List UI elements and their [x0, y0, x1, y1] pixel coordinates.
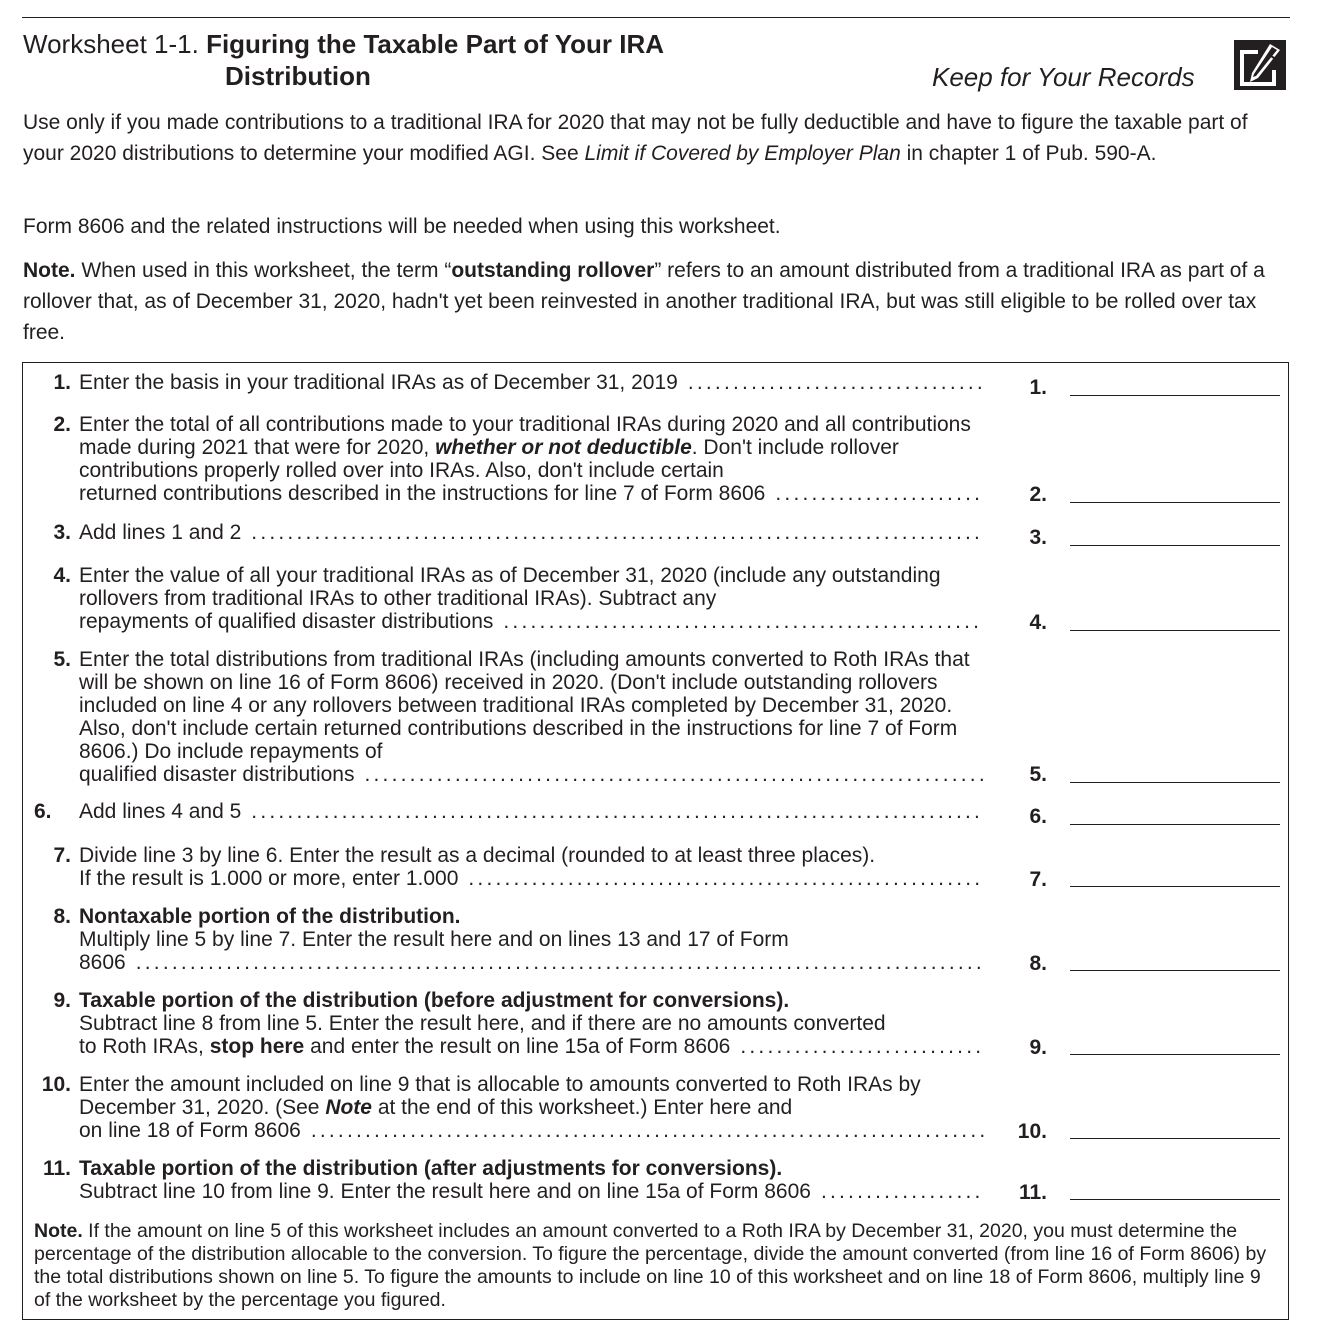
worksheet-label: Worksheet 1-1. [23, 29, 199, 59]
line-7-answer-field[interactable] [1070, 886, 1280, 887]
line-instruction: qualified disaster distributions [79, 763, 355, 786]
leader-dots [811, 1180, 984, 1203]
line-label: 8. [1029, 952, 1047, 975]
line-instruction: Subtract line 10 from line 9. Enter the result here and on line 15a of Form 8606 [79, 1180, 811, 1203]
leader-dots [301, 1119, 984, 1142]
line-instruction: Subtract line 8 from line 5. Enter the result here, and if there are no amounts converted [79, 1012, 886, 1035]
line-instruction: at the end of this worksheet.) Enter here and [371, 1096, 793, 1119]
leader-dots [241, 800, 984, 823]
line-text [79, 989, 984, 1058]
leader-dots [458, 867, 984, 890]
line-instruction: to Roth IRAs, [79, 1035, 210, 1058]
line-text [79, 413, 984, 505]
intro-text: Use only if you made contributions to a traditional IRA for 2020 that may not be fully deductible and have to figure the taxable part of your 2020 distributions to determine your modified AGI. See [23, 111, 1248, 165]
line-instruction: Enter the basis in your traditional IRAs as of December 31, 2019 [79, 371, 678, 394]
line-text [79, 844, 984, 890]
line-instruction: Divide line 3 by line 6. Enter the result as a decimal (rounded to at least three places). [79, 844, 876, 867]
line-number: 9. [53, 989, 71, 1012]
line-instruction: returned contributions described in the instructions for line 7 of Form 8606 [79, 482, 766, 505]
line-instruction: Multiply line 5 by line 7. Enter the result here and on lines 13 and 17 of Form [79, 928, 789, 951]
line-instruction: Enter the value of all your traditional IRAs as of December 31, 2020 (include any outstanding rollovers from traditional IRAs to other traditional IRAs). Subtract any [79, 564, 941, 610]
line-label: 5. [1029, 763, 1047, 786]
line-text [79, 648, 984, 786]
note-term: outstanding rollover [451, 259, 655, 282]
leader-dots [241, 521, 984, 544]
line-4-answer-field[interactable] [1070, 630, 1280, 631]
line-number: 2. [53, 413, 71, 436]
pen-on-paper-icon [1234, 40, 1286, 90]
line-heading: Nontaxable portion of the distribution. [79, 905, 461, 928]
line-instruction: Add lines 4 and 5 [79, 800, 242, 823]
line-number: 6. [34, 800, 52, 823]
line-instruction: Enter the total of all contributions made to your traditional IRAs during 2020 and all contributions made during 2021 that were for 2020, [79, 413, 971, 459]
line-label: 11. [1018, 1181, 1047, 1204]
line-instruction: Enter the amount included on line 9 that is allocable to amounts converted to Roth IRAs by December 31, 2020. (See [79, 1073, 921, 1119]
note-label: Note. [34, 1220, 83, 1242]
line-label: 7. [1029, 868, 1047, 891]
intro-note [23, 255, 1291, 348]
leader-dots [730, 1035, 984, 1058]
line-emphasis: Note [325, 1096, 372, 1119]
line-number: 8. [53, 905, 71, 928]
stop-here-emphasis: stop here [209, 1035, 305, 1058]
leader-dots [765, 482, 984, 505]
line-number: 1. [53, 371, 71, 394]
note-label: Note. [23, 259, 76, 282]
leader-dots [493, 610, 984, 633]
line-text [79, 371, 984, 394]
line-label: 6. [1029, 805, 1047, 828]
line-instruction: Add lines 1 and 2 [79, 521, 242, 544]
line-8-answer-field[interactable] [1070, 970, 1280, 971]
line-text [79, 1073, 984, 1142]
intro-emphasis: Limit if Covered by Employer Plan [584, 142, 901, 165]
leader-dots [678, 371, 984, 394]
line-label: 4. [1029, 611, 1047, 634]
intro-text: in chapter 1 of Pub. 590-A. [900, 142, 1157, 165]
line-number: 5. [53, 648, 71, 671]
line-instruction: . Don't include rollover contributions properly rolled over into IRAs. Also, don't include certain [79, 436, 899, 482]
keep-for-records: Keep for Your Records [932, 62, 1195, 92]
line-instruction: Enter the total distributions from traditional IRAs (including amounts converted to Roth IRAs that will be shown on line 16 of Form 8606) received in 2020. (Don't include outstanding rollovers included on line 4 or any rollovers between traditional IRAs completed by December 31, 2020. Also, don't include certain returned contributions described in the instructions for line 7 of Form 8606.) Do include repayments of [79, 648, 970, 763]
line-number: 4. [53, 564, 71, 587]
line-1-answer-field[interactable] [1070, 395, 1280, 396]
line-5-answer-field[interactable] [1070, 782, 1280, 783]
line-2-answer-field[interactable] [1070, 502, 1280, 503]
line-label: 9. [1029, 1036, 1047, 1059]
top-rule [22, 17, 1290, 18]
line-9-answer-field[interactable] [1070, 1054, 1280, 1055]
line-emphasis: whether or not deductible [435, 436, 692, 459]
line-label: 1. [1029, 376, 1047, 399]
intro-paragraph-1 [23, 107, 1291, 169]
line-6-answer-field[interactable] [1070, 824, 1280, 825]
line-instruction: repayments of qualified disaster distributions [79, 610, 494, 633]
worksheet-note [34, 1220, 1274, 1312]
line-10-answer-field[interactable] [1070, 1138, 1280, 1139]
line-number: 7. [53, 844, 71, 867]
line-label: 2. [1029, 483, 1047, 506]
line-number: 10. [41, 1073, 71, 1096]
line-label: 3. [1029, 526, 1047, 549]
line-number: 3. [53, 521, 71, 544]
line-11-answer-field[interactable] [1070, 1199, 1280, 1200]
line-heading: Taxable portion of the distribution (before adjustment for conversions). [79, 989, 790, 1012]
line-instruction: and enter the result on line 15a of Form 8606 [304, 1035, 731, 1058]
line-number: 11. [42, 1157, 71, 1180]
leader-dots [354, 763, 984, 786]
intro-paragraph-2: Form 8606 and the related instructions will be needed when using this worksheet. [23, 215, 781, 238]
worksheet-title [23, 28, 664, 91]
line-label: 10. [1017, 1120, 1047, 1143]
line-instruction: 8606 [79, 951, 126, 974]
line-3-answer-field[interactable] [1070, 545, 1280, 546]
line-instruction: on line 18 of Form 8606 [79, 1119, 301, 1142]
line-heading: Taxable portion of the distribution (after adjustments for conversions). [79, 1157, 783, 1180]
line-text [79, 521, 984, 544]
leader-dots [126, 951, 984, 974]
line-instruction: If the result is 1.000 or more, enter 1.000 [79, 867, 459, 890]
line-text [79, 564, 984, 633]
line-text [79, 905, 984, 974]
note-text: If the amount on line 5 of this worksheet includes an amount converted to a Roth IRA by December 31, 2020, you must determine the percentage of the distribution allocable to the conversion. To figure the percentage, divide the amount converted (from line 16 of Form 8606) by the total distributions shown on line 5. To figure the amounts to include on line 10 of this worksheet and on line 18 of Form 8606, multiply line 9 of the worksheet by the percentage you figured. [34, 1220, 1267, 1311]
title-line-1: Figuring the Taxable Part of Your IRA [206, 29, 664, 59]
line-text [79, 800, 984, 823]
title-line-2: Distribution [225, 61, 371, 91]
worksheet-box [22, 362, 1289, 1320]
note-text: ” refers to an amount distributed from a traditional IRA as part of a rollover that, as of December 31, 2020, hadn't yet been reinvested in another traditional IRA, but was still eligible to be rolled over tax free. [23, 259, 1265, 344]
note-text: When used in this worksheet, the term “ [75, 259, 452, 282]
line-instruction [79, 1035, 730, 1058]
line-text [79, 1157, 984, 1203]
